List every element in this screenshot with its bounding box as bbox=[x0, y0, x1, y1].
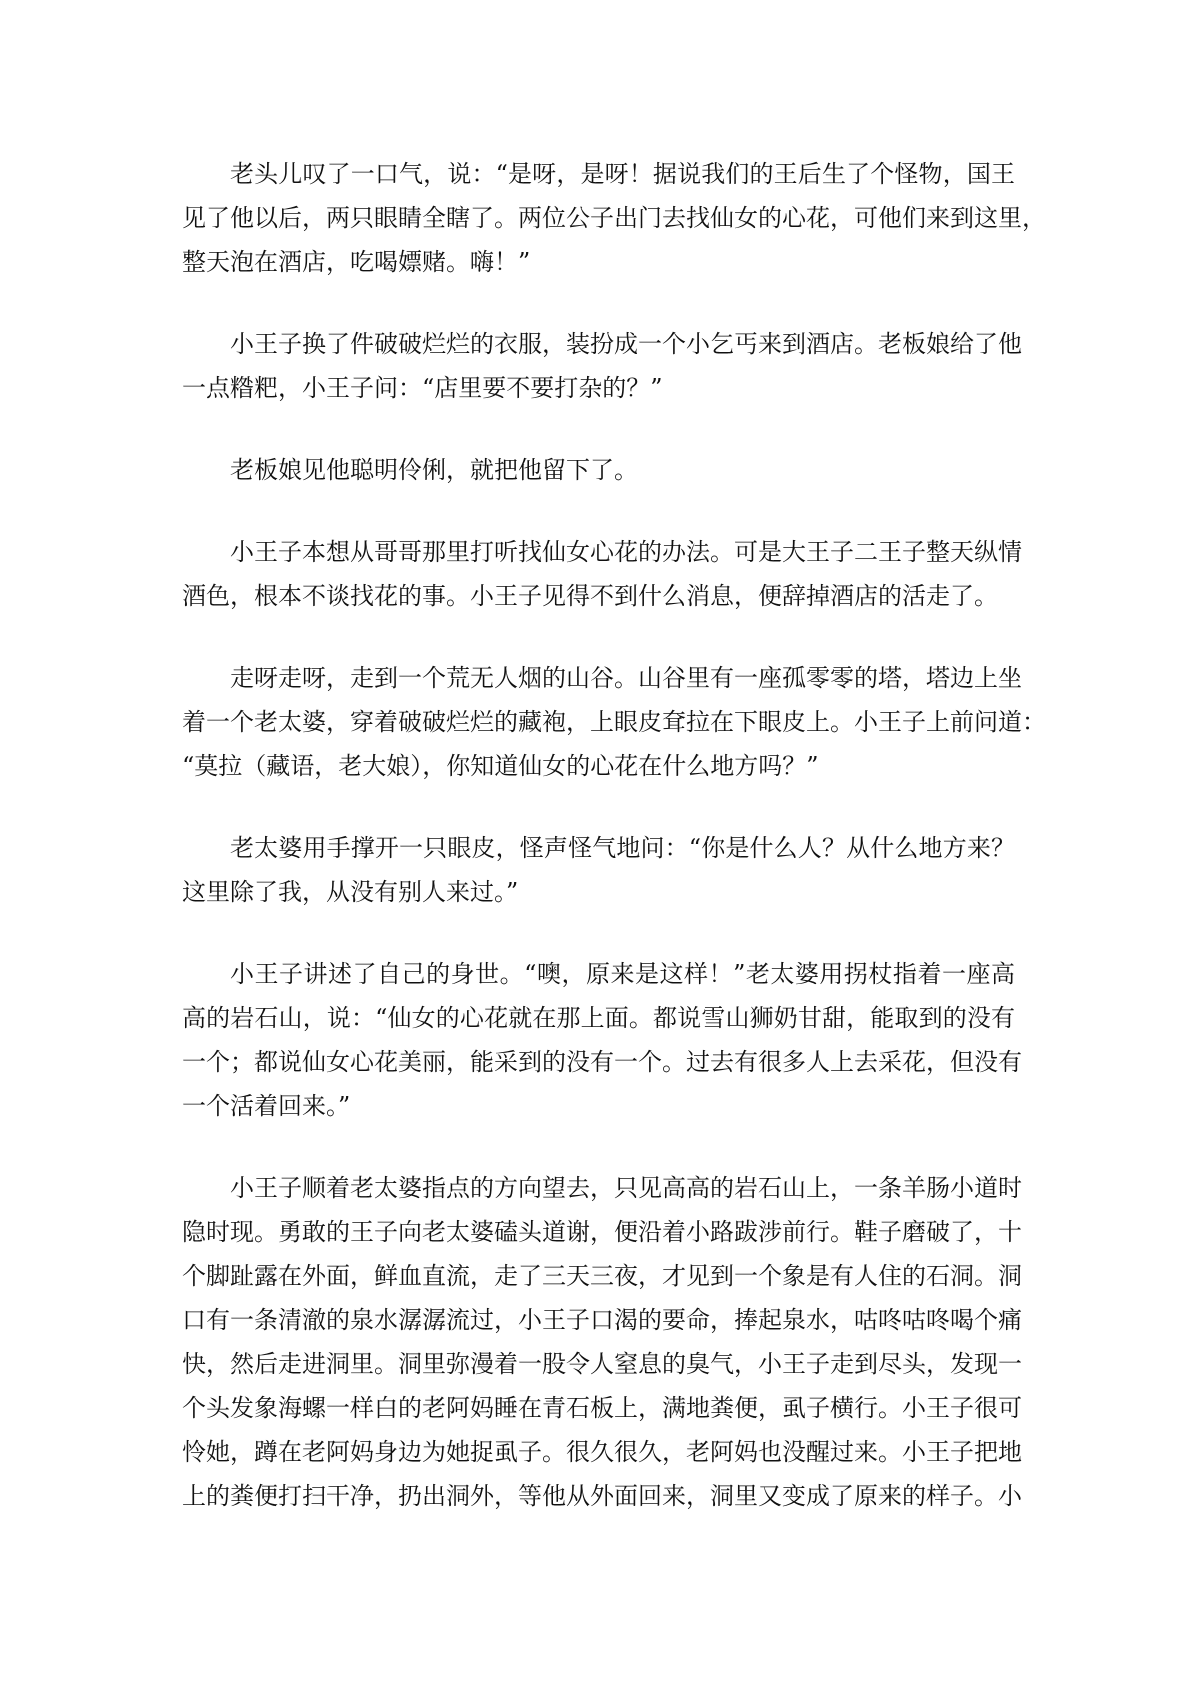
paragraph-line: 高的岩石山，说：“仙女的心花就在那上面。都说雪山狮奶甘甜，能取到的没有 bbox=[182, 1004, 1015, 1032]
paragraph-line: 上的粪便打扫干净，扔出洞外，等他从外面回来，洞里又变成了原来的样子。小 bbox=[182, 1482, 1022, 1510]
paragraph-line: 怜她，蹲在老阿妈身边为她捉虱子。很久很久，老阿妈也没醒过来。小王子把地 bbox=[182, 1438, 1022, 1466]
paragraph-line: 着一个老太婆，穿着破破烂烂的藏袍，上眼皮耷拉在下眼皮上。小王子上前问道： bbox=[182, 708, 1046, 736]
paragraph-line: 酒色，根本不谈找花的事。小王子见得不到什么消息，便辞掉酒店的活走了。 bbox=[182, 582, 998, 610]
paragraph-line: 老头儿叹了一口气，说：“是呀，是呀！据说我们的王后生了个怪物，国王 bbox=[230, 160, 1015, 188]
paragraph-line: 小王子讲述了自己的身世。“噢，原来是这样！”老太婆用拐杖指着一座高 bbox=[230, 960, 1015, 988]
paragraph bbox=[182, 530, 1022, 618]
paragraph-line: 老太婆用手撑开一只眼皮，怪声怪气地问：“你是什么人？从什么地方来？ bbox=[230, 834, 1015, 862]
paragraph-line: 个脚趾露在外面，鲜血直流，走了三天三夜，才见到一个象是有人住的石洞。洞 bbox=[182, 1262, 1022, 1290]
paragraph-line: 整天泡在酒店，吃喝嫖赌。嗨！” bbox=[182, 248, 531, 276]
document-body bbox=[182, 152, 1046, 1556]
paragraph bbox=[182, 152, 1046, 284]
paragraph bbox=[182, 322, 1022, 410]
paragraph-line: 隐时现。勇敢的王子向老太婆磕头道谢，便沿着小路跋涉前行。鞋子磨破了，十 bbox=[182, 1218, 1022, 1246]
paragraph-line: 见了他以后，两只眼睛全瞎了。两位公子出门去找仙女的心花，可他们来到这里， bbox=[182, 204, 1046, 232]
paragraph-line: 小王子顺着老太婆指点的方向望去，只见高高的岩石山上，一条羊肠小道时 bbox=[230, 1174, 1022, 1202]
paragraph-line: 走呀走呀，走到一个荒无人烟的山谷。山谷里有一座孤零零的塔，塔边上坐 bbox=[230, 664, 1022, 692]
paragraph-line: 一个；都说仙女心花美丽，能采到的没有一个。过去有很多人上去采花，但没有 bbox=[182, 1048, 1022, 1076]
paragraph bbox=[182, 826, 1015, 914]
paragraph-line: 快，然后走进洞里。洞里弥漫着一股令人窒息的臭气，小王子走到尽头，发现一 bbox=[182, 1350, 1022, 1378]
paragraph-line: 个头发象海螺一样白的老阿妈睡在青石板上，满地粪便，虱子横行。小王子很可 bbox=[182, 1394, 1022, 1422]
paragraph-line: 口有一条清澈的泉水潺潺流过，小王子口渴的要命，捧起泉水，咕咚咕咚喝个痛 bbox=[182, 1306, 1022, 1334]
paragraph-line: 老板娘见他聪明伶俐，就把他留下了。 bbox=[230, 456, 638, 484]
paragraph-line: 一点糌粑，小王子问：“店里要不要打杂的？” bbox=[182, 374, 663, 402]
paragraph-line: “莫拉（藏语，老大娘），你知道仙女的心花在什么地方吗？” bbox=[182, 752, 819, 780]
paragraph-line: 一个活着回来。” bbox=[182, 1092, 351, 1120]
paragraph bbox=[182, 656, 1046, 788]
paragraph bbox=[182, 448, 1015, 492]
paragraph bbox=[182, 952, 1022, 1128]
paragraph-line: 小王子换了件破破烂烂的衣服，装扮成一个小乞丐来到酒店。老板娘给了他 bbox=[230, 330, 1022, 358]
paragraph bbox=[182, 1166, 1022, 1518]
paragraph-line: 这里除了我，从没有别人来过。” bbox=[182, 878, 519, 906]
paragraph-line: 小王子本想从哥哥那里打听找仙女心花的办法。可是大王子二王子整天纵情 bbox=[230, 538, 1022, 566]
